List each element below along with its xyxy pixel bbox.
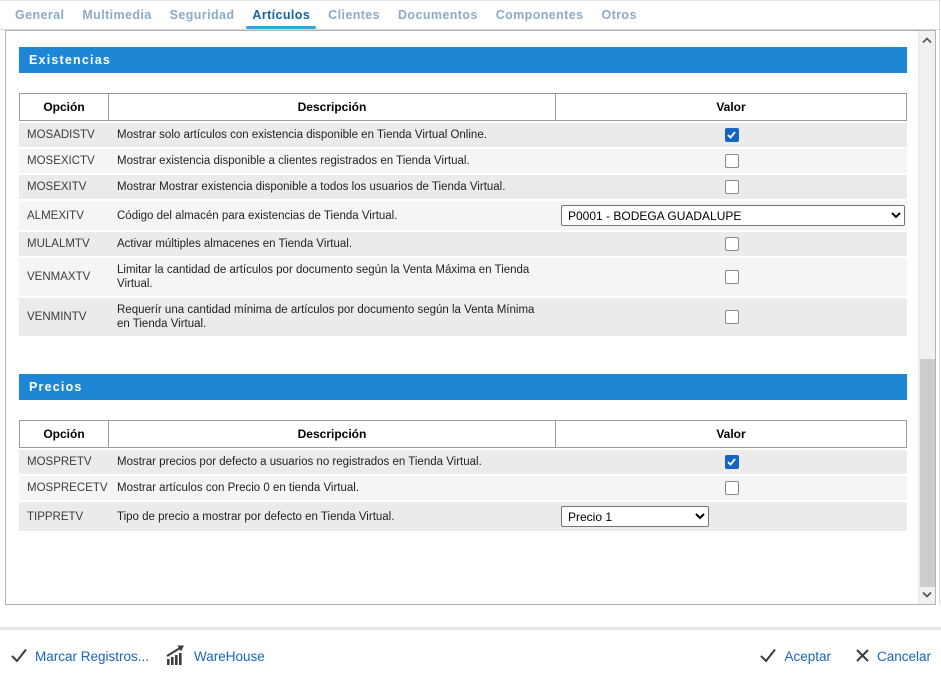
option-value-cell bbox=[556, 124, 907, 146]
mosexictv-checkbox[interactable] bbox=[725, 154, 739, 168]
column-header-opcion: Opción bbox=[19, 93, 109, 121]
option-value-cell bbox=[556, 201, 907, 230]
tab-documentos[interactable]: Documentos bbox=[398, 8, 478, 22]
window-right-edge bbox=[939, 0, 940, 605]
warehouse-select[interactable] bbox=[561, 205, 905, 226]
option-value-cell bbox=[556, 233, 907, 255]
cancelar-button[interactable] bbox=[855, 648, 931, 666]
option-code: MOSADISTV bbox=[27, 129, 95, 141]
venmintv-checkbox[interactable] bbox=[725, 310, 739, 324]
table-row bbox=[19, 232, 907, 256]
tab-multimedia[interactable]: Multimedia bbox=[82, 8, 152, 22]
tab-componentes[interactable]: Componentes bbox=[495, 8, 584, 22]
option-code: VENMINTV bbox=[27, 311, 87, 323]
option-code: VENMAXTV bbox=[27, 271, 91, 283]
mospretv-checkbox[interactable] bbox=[725, 455, 739, 469]
column-header-valor: Valor bbox=[556, 420, 907, 448]
option-code: MULALMTV bbox=[27, 238, 90, 250]
option-description: Código del almacén para existencias de Tienda Virtual. bbox=[117, 209, 398, 222]
option-value-cell bbox=[556, 477, 907, 499]
column-header-opcion: Opción bbox=[19, 420, 109, 448]
option-description: Requerír una cantidad mínima de artículos por documento según la Venta Mínima en Tienda Virtual. bbox=[117, 304, 535, 330]
option-value-cell bbox=[556, 502, 907, 531]
mulalmtv-checkbox[interactable] bbox=[725, 237, 739, 251]
option-description: Mostrar solo artículos con existencia disponible en Tienda Virtual Online. bbox=[117, 129, 487, 141]
option-description: Tipo de precio a mostrar por defecto en Tienda Virtual. bbox=[117, 510, 395, 523]
option-code: MOSPRECETV bbox=[27, 482, 108, 494]
option-description: Mostrar Mostrar existencia disponible a todos los usuarios de Tienda Virtual. bbox=[117, 181, 506, 193]
option-value-cell bbox=[556, 176, 907, 198]
tab-bar bbox=[0, 0, 941, 30]
option-code: MOSPRETV bbox=[27, 456, 92, 468]
option-value-cell bbox=[556, 266, 907, 288]
table-row bbox=[19, 175, 907, 199]
mosadistv-checkbox[interactable] bbox=[725, 128, 739, 142]
column-header-descripcion: Descripción bbox=[109, 420, 556, 448]
option-code: MOSEXICTV bbox=[27, 155, 95, 167]
scrollbar-thumb[interactable] bbox=[920, 359, 935, 587]
option-value-cell bbox=[556, 150, 907, 172]
section-header-existencias: Existencias bbox=[19, 47, 907, 73]
mosexitv-checkbox[interactable] bbox=[725, 180, 739, 194]
venmaxtv-checkbox[interactable] bbox=[725, 270, 739, 284]
price-type-select[interactable] bbox=[561, 506, 709, 527]
check-icon bbox=[10, 648, 28, 665]
aceptar-button[interactable] bbox=[759, 648, 831, 665]
close-icon bbox=[855, 648, 870, 666]
cancelar-label: Cancelar bbox=[876, 649, 931, 664]
warehouse-button[interactable] bbox=[165, 645, 265, 668]
option-value-cell bbox=[556, 451, 907, 473]
option-description: Activar múltiples almacenes en Tienda Virtual. bbox=[117, 238, 353, 250]
mosprecetv-checkbox[interactable] bbox=[725, 481, 739, 495]
marcar-registros-button[interactable] bbox=[10, 648, 149, 665]
panel-content bbox=[6, 31, 918, 604]
tab-articulos[interactable]: Artículos bbox=[243, 1, 319, 29]
scroll-down-icon[interactable] bbox=[919, 586, 935, 603]
tab-clientes[interactable]: Clientes bbox=[328, 8, 380, 22]
check-icon bbox=[759, 648, 777, 665]
tab-otros[interactable]: Otros bbox=[601, 8, 637, 22]
table-row bbox=[19, 201, 907, 230]
option-description: Limitar la cantidad de artículos por documento según la Venta Máxima en Tienda Virtual. bbox=[117, 264, 530, 290]
table-row bbox=[19, 476, 907, 500]
chart-growth-icon bbox=[165, 645, 187, 668]
table-row bbox=[19, 298, 907, 336]
option-code: TIPPRETV bbox=[27, 510, 84, 523]
option-code: ALMEXITV bbox=[27, 209, 84, 222]
aceptar-label: Aceptar bbox=[784, 649, 831, 664]
table-header-row bbox=[19, 420, 907, 448]
table-row bbox=[19, 502, 907, 531]
bottom-toolbar bbox=[0, 638, 941, 675]
option-description: Mostrar existencia disponible a clientes registrados en Tienda Virtual. bbox=[117, 155, 470, 167]
option-value-cell bbox=[556, 306, 907, 328]
tab-general[interactable]: General bbox=[15, 8, 65, 22]
table-row bbox=[19, 149, 907, 173]
precios-table bbox=[19, 420, 907, 531]
marcar-registros-label: Marcar Registros... bbox=[35, 649, 150, 664]
toolbar-divider bbox=[0, 627, 941, 630]
column-header-descripcion: Descripción bbox=[109, 93, 556, 121]
column-header-valor: Valor bbox=[556, 93, 907, 121]
toolbar-left-group bbox=[10, 645, 265, 668]
option-description: Mostrar precios por defecto a usuarios no registrados en Tienda Virtual. bbox=[117, 456, 482, 468]
settings-panel bbox=[5, 30, 936, 605]
scroll-up-icon[interactable] bbox=[919, 32, 935, 49]
tab-seguridad[interactable]: Seguridad bbox=[169, 8, 235, 22]
section-header-precios: Precios bbox=[19, 374, 907, 400]
table-row bbox=[19, 450, 907, 474]
existencias-table bbox=[19, 93, 907, 336]
option-description: Mostrar artículos con Precio 0 en tienda Virtual. bbox=[117, 482, 360, 494]
toolbar-right-group bbox=[759, 648, 931, 666]
warehouse-label: WareHouse bbox=[194, 649, 265, 664]
table-row bbox=[19, 123, 907, 147]
option-code: MOSEXITV bbox=[27, 181, 87, 193]
table-header-row bbox=[19, 93, 907, 121]
vertical-scrollbar[interactable] bbox=[918, 31, 935, 604]
table-row bbox=[19, 258, 907, 296]
